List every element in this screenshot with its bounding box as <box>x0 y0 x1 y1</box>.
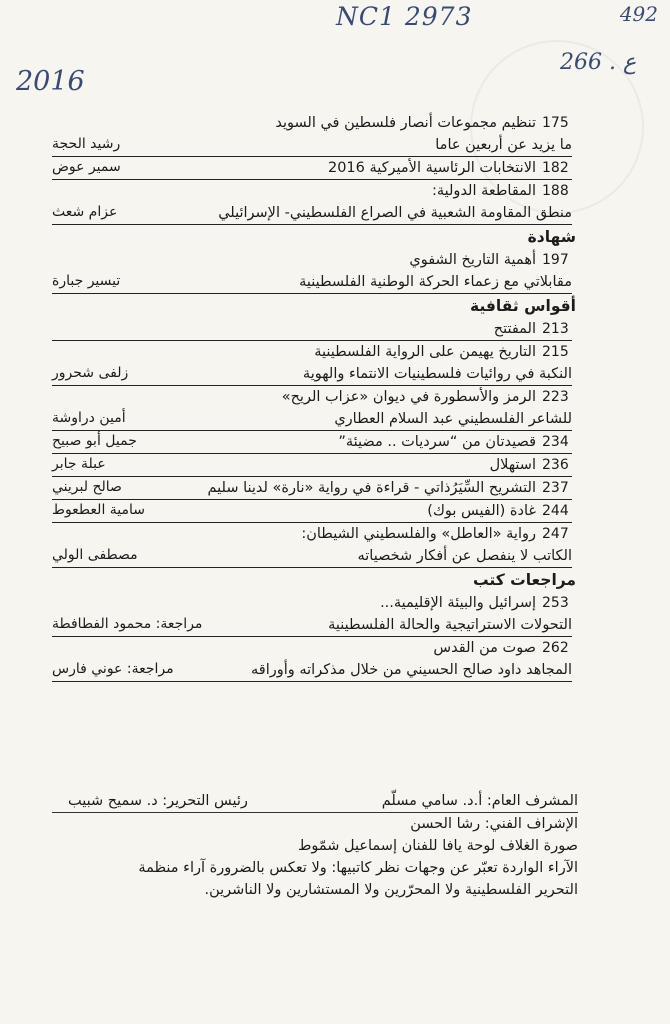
toc-title: رواية «العاطل» والفلسطيني الشيطان: <box>301 526 536 542</box>
toc-author: مصطفى الولي <box>52 547 138 563</box>
toc-page-number: 234 <box>542 434 569 450</box>
toc-title-continuation: منطق المقاومة الشعبية في الصراع الفلسطيني- الإسرائيلي <box>218 205 572 221</box>
toc-entry <box>52 318 572 341</box>
toc-entry <box>52 454 572 477</box>
toc-page-number: 236 <box>542 457 569 473</box>
toc-entry <box>52 431 572 454</box>
toc-entry <box>52 386 572 431</box>
toc-page-number: 253 <box>542 595 569 611</box>
toc-title: أهمية التاريخ الشفوي <box>409 252 536 268</box>
toc-page-number: 213 <box>542 321 569 337</box>
toc-entry <box>52 523 572 568</box>
toc-page-number: 247 <box>542 526 569 542</box>
editor-in-chief: رئيس التحرير: د. سميح شبيب <box>68 793 248 809</box>
toc-author: صالح لبريني <box>52 479 122 495</box>
toc-title: الرمز والأسطورة في ديوان «عزاب الريح» <box>281 389 536 405</box>
toc-entry <box>52 249 572 294</box>
toc-entry-first-line <box>52 454 572 476</box>
toc-author: عزام شعث <box>52 204 118 220</box>
toc-section-heading: مراجعات كتب <box>472 571 576 589</box>
toc-page-number: 215 <box>542 344 569 360</box>
toc-entry-first-line <box>52 386 572 408</box>
toc-author: سامية العطعوط <box>52 502 146 518</box>
toc-title: المفتتح <box>493 321 536 337</box>
toc-title: إسرائيل والبيئة الإقليمية... <box>380 595 536 611</box>
toc-author: رشيد الحجة <box>52 136 121 152</box>
toc-title: غادة (الفيس بوك) <box>427 503 536 519</box>
toc-page-number: 197 <box>542 252 569 268</box>
toc-entry <box>52 180 572 225</box>
toc-page-number: 244 <box>542 503 569 519</box>
toc-entry-first-line <box>52 523 572 545</box>
art-director: الإشراف الفني: رشا الحسن <box>410 816 578 832</box>
credits-block <box>52 790 578 901</box>
toc-entry-first-line <box>52 157 572 179</box>
toc-entry-first-line <box>52 477 572 499</box>
toc-author: مراجعة: محمود الفطافطة <box>52 616 203 632</box>
toc-page-number: 188 <box>542 183 569 199</box>
toc-entry <box>52 341 572 386</box>
disclaimer-line-2: التحرير الفلسطينية ولا المحرّرين ولا المستشارين ولا الناشرين. <box>204 882 578 898</box>
toc-entry-first-line <box>52 592 572 614</box>
toc-entry-first-line <box>52 249 572 271</box>
toc-title-continuation: المجاهد داود صالح الحسيني من خلال مذكراته وأوراقه <box>250 662 572 678</box>
toc-title-continuation: مقابلاتي مع زعماء الحركة الوطنية الفلسطينية <box>299 274 572 290</box>
toc-title: المقاطعة الدولية: <box>431 183 536 199</box>
disclaimer-line-1: الآراء الواردة تعبّر عن وجهات نظر كاتبيها: ولا تعكس بالضرورة آراء منظمة <box>138 860 578 876</box>
handwritten-code: 266 . ع <box>560 50 637 75</box>
toc-page-number: 182 <box>542 160 569 176</box>
toc-entry <box>52 637 572 682</box>
toc-title: استهلال <box>489 457 536 473</box>
toc-title: الانتخابات الرئاسية الأميركية 2016 <box>327 160 536 176</box>
toc-author: عبلة جابر <box>52 456 106 472</box>
toc-author: جميل أبو صبيح <box>52 433 137 449</box>
toc-author: مراجعة: عوني فارس <box>52 661 174 677</box>
toc-entry-first-line <box>52 112 572 134</box>
credits-supervisor-row <box>52 790 578 813</box>
table-of-contents <box>52 112 576 682</box>
cover-note: صورة الغلاف لوحة يافا للفنان إسماعيل شمّوط <box>297 838 578 854</box>
toc-title: التشريح السِّيَرُذاتي - قراءة في رواية «نارة» لدينا سليم <box>207 480 536 496</box>
toc-title: تنظيم مجموعات أنصار فلسطين في السويد <box>275 115 536 131</box>
supervisor: المشرف العام: أ.د. سامي مسلّم <box>381 793 578 809</box>
toc-page-number: 223 <box>542 389 569 405</box>
toc-title-continuation: التحولات الاستراتيجية والحالة الفلسطينية <box>328 617 572 633</box>
toc-section-heading: شهادة <box>527 228 576 246</box>
toc-title: قصيدتان من “سرديات .. مضيئة” <box>338 434 536 450</box>
toc-author: أمين دراوشة <box>52 410 126 426</box>
toc-title: صوت من القدس <box>433 640 536 656</box>
toc-author: تيسير جبارة <box>52 273 121 289</box>
toc-entry <box>52 157 572 180</box>
handwritten-corner-number: 492 <box>619 2 658 26</box>
handwritten-year: 2016 <box>16 66 85 97</box>
toc-entry <box>52 112 572 157</box>
toc-title: التاريخ يهيمن على الرواية الفلسطينية <box>314 344 536 360</box>
toc-entry-first-line <box>52 341 572 363</box>
toc-entry-first-line <box>52 637 572 659</box>
toc-entry <box>52 500 572 523</box>
toc-entry-first-line <box>52 180 572 202</box>
toc-section-heading: أقواس ثقافية <box>470 297 576 315</box>
toc-author: زلفى شحرور <box>52 365 129 381</box>
toc-page-number: 237 <box>542 480 569 496</box>
toc-title-continuation: ما يزيد عن أربعين عاما <box>435 137 572 153</box>
toc-title-continuation: الكاتب لا ينفصل عن أفكار شخصياته <box>357 548 572 564</box>
toc-title-continuation: للشاعر الفلسطيني عبد السلام العطاري <box>334 411 572 427</box>
handwritten-reference: NC1 2973 <box>336 2 473 31</box>
toc-title-continuation: النكبة في روائيات فلسطينيات الانتماء والهوية <box>302 366 572 382</box>
toc-author: سمير عوض <box>52 159 121 175</box>
toc-page-number: 175 <box>542 115 569 131</box>
toc-entry <box>52 592 572 637</box>
toc-entry <box>52 477 572 500</box>
toc-entry-first-line <box>52 318 572 340</box>
toc-page-number: 262 <box>542 640 569 656</box>
